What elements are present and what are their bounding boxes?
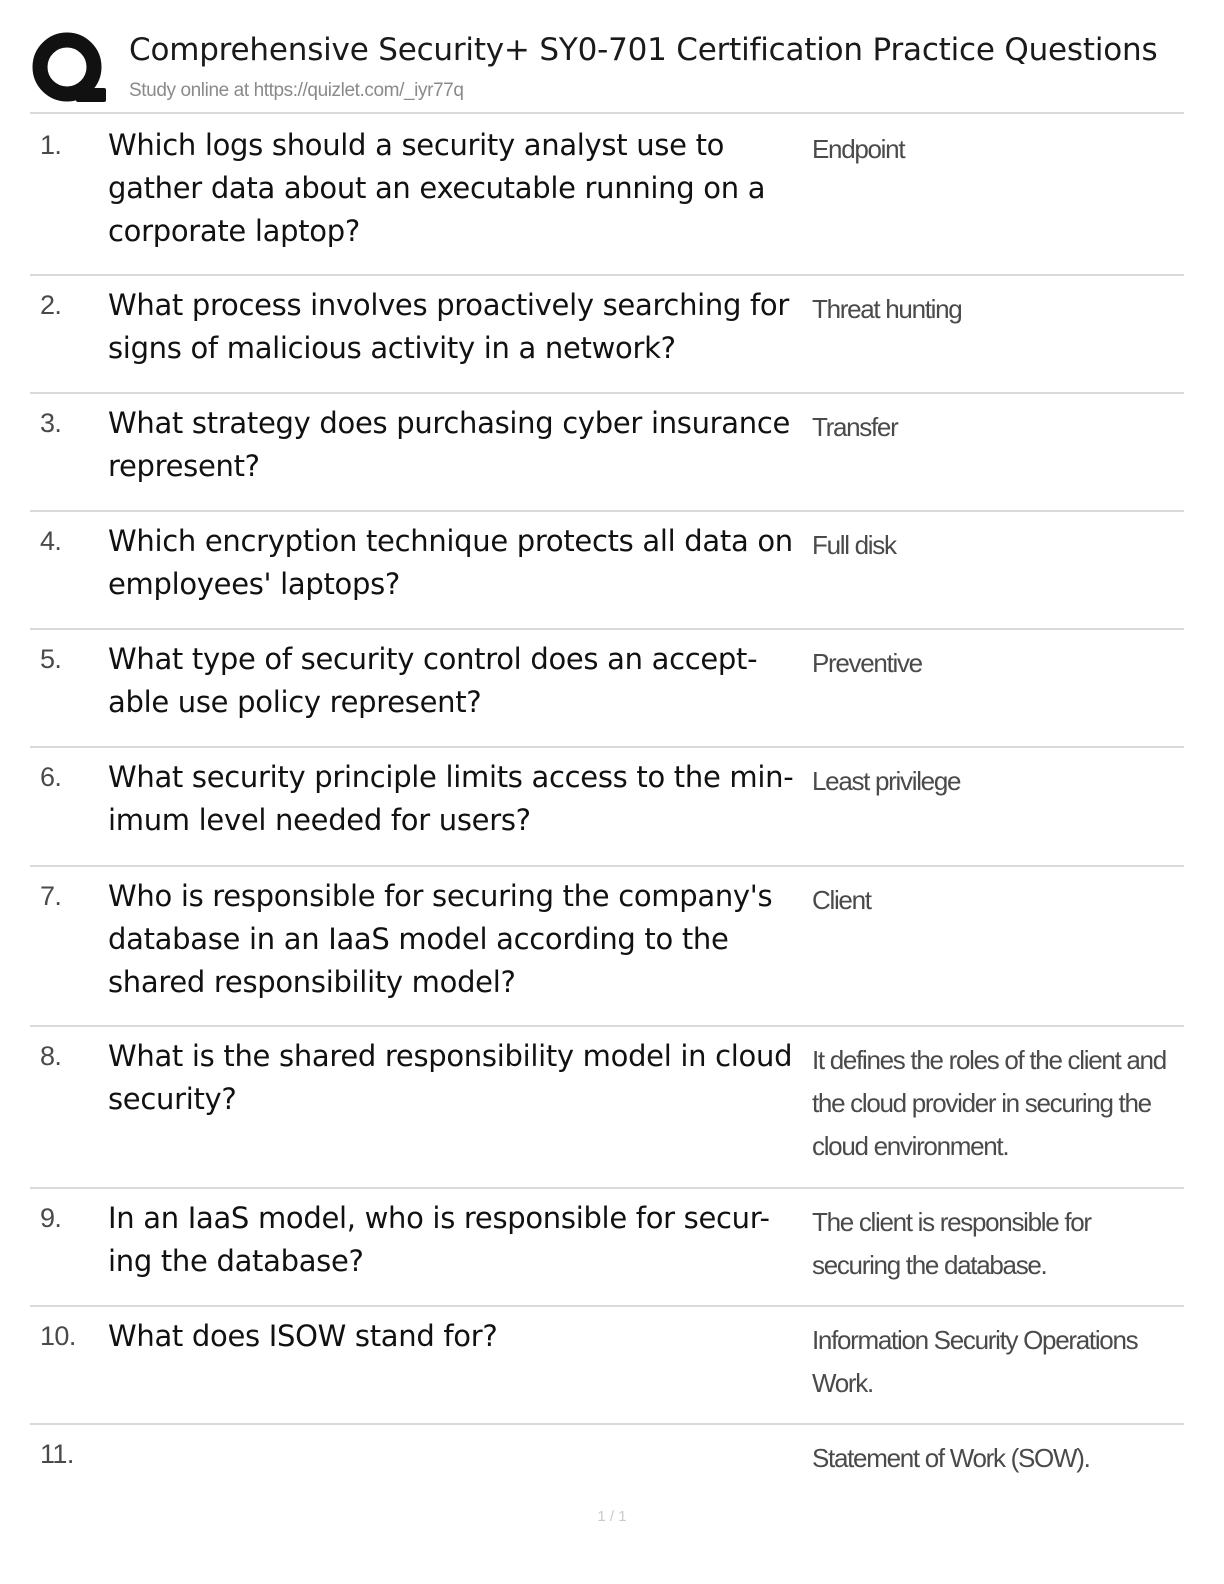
question-text: Which encryption technique protects all data on employees' laptops? [108,524,793,601]
question-number: 8. [40,1041,62,1071]
question-number: 11. [40,1439,74,1469]
answer-text: The client is responsible for securing the database. [812,1207,1091,1280]
question-row [30,748,1184,867]
question-text: What security principle limits access to the min-imum level needed for users? [108,760,794,837]
question-row [30,1307,1184,1425]
question-text: Which logs should a security analyst use to gather data about an executable running on a corporate laptop? [108,128,766,248]
question-row [30,1189,1184,1307]
question-number: 6. [40,762,62,792]
question-row [30,1425,1184,1501]
question-text: What is the shared responsibility model in cloud security? [108,1039,793,1116]
answer-text: Least privilege [812,766,961,796]
question-row [30,512,1184,630]
question-number: 5. [40,644,62,674]
question-number: 4. [40,526,62,556]
page-title: Comprehensive Security+ SY0-701 Certification Practice Questions [129,32,1158,68]
answer-text: Threat hunting [812,294,962,324]
page-number: 1 / 1 [597,1508,627,1525]
answer-text: Transfer [812,412,898,442]
question-list [30,116,1184,1501]
question-number: 9. [40,1203,62,1233]
question-text: What does ISOW stand for? [108,1319,498,1353]
question-number: 2. [40,290,62,320]
question-row [30,630,1184,748]
study-online-link[interactable]: Study online at https://quizlet.com/_iyr77q [129,80,464,101]
question-row [30,867,1184,1027]
page-header [30,28,1184,114]
question-row [30,116,1184,276]
answer-text: Client [812,885,871,915]
answer-text: Information Security Operations Work. [812,1325,1138,1398]
question-text: In an IaaS model, who is responsible for secur-ing the database? [108,1201,770,1278]
question-text: What type of security control does an accept-able use policy represent? [108,642,758,719]
question-number: 3. [40,408,62,438]
question-number: 1. [40,130,62,160]
question-row [30,276,1184,394]
question-text: What process involves proactively searching for signs of malicious activity in a network? [108,288,789,365]
question-number: 7. [40,881,62,911]
question-text: What strategy does purchasing cyber insurance represent? [108,406,791,483]
answer-text: Preventive [812,648,922,678]
question-row [30,394,1184,512]
question-number: 10. [40,1321,76,1351]
question-row [30,1027,1184,1189]
question-text: Who is responsible for securing the company's database in an IaaS model according to the shared responsibility model? [108,879,773,999]
answer-text: It defines the roles of the client and the cloud provider in securing the cloud environment. [812,1045,1166,1161]
quizlet-logo-icon [30,30,108,108]
answer-text: Full disk [812,530,896,560]
answer-text: Endpoint [812,134,905,164]
answer-text: Statement of Work (SOW). [812,1443,1090,1473]
